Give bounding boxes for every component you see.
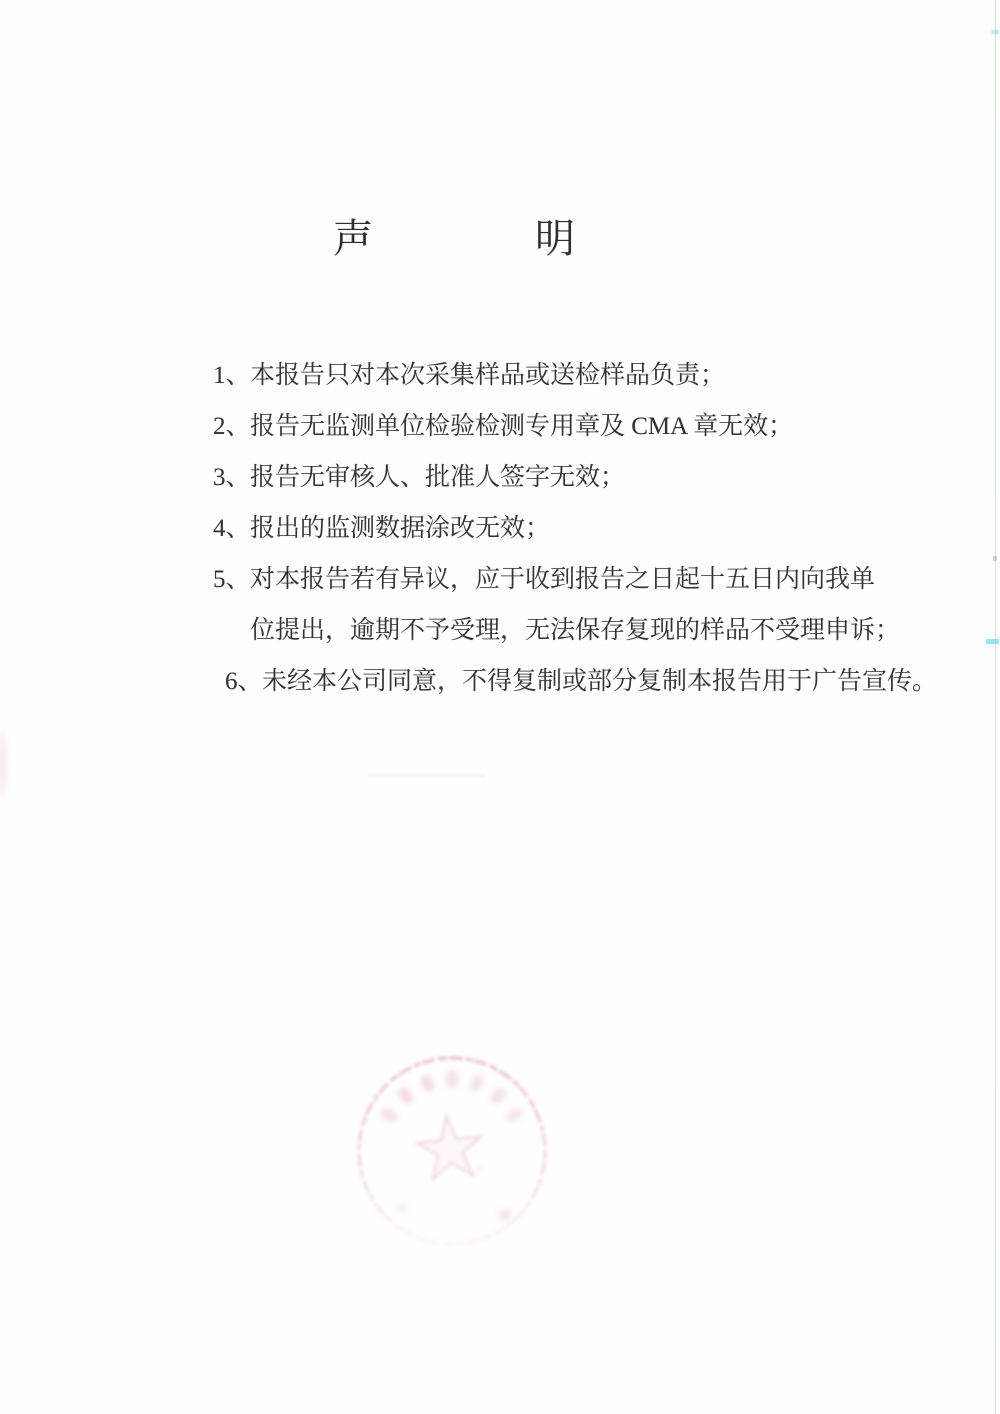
pink-scan-mark [993, 556, 997, 561]
item-number: 5、 [213, 566, 251, 593]
item-number: 2、 [213, 413, 251, 440]
item-number: 6、 [225, 668, 263, 695]
title-char-2: 明 [535, 216, 575, 261]
list-item [213, 503, 933, 554]
item-text: 报出的监测数据涂改无效； [250, 515, 551, 542]
list-item [213, 452, 933, 503]
title-char-1: 声 [333, 216, 373, 261]
page-title [333, 216, 575, 261]
scan-edge-line [995, 0, 996, 1414]
cyan-scan-mark [986, 639, 999, 644]
declaration-list [213, 350, 938, 707]
item-text: 报告无监测单位检验检测专用章及 CMA 章无效； [250, 413, 794, 440]
item-text: 位提出，逾期不予受理，无法保存复现的样品不受理申诉； [250, 617, 901, 644]
list-item [213, 350, 933, 401]
item-number: 1、 [213, 362, 251, 389]
list-item [225, 656, 938, 707]
cyan-scan-mark-small [991, 30, 999, 34]
company-seal-stamp-icon [340, 1040, 570, 1270]
item-text: 未经本公司同意，不得复制或部分复制本报告用于广告宣传。 [262, 668, 938, 695]
left-edge-ink-smudge [0, 733, 8, 795]
item-number: 4、 [213, 515, 251, 542]
item-text: 报告无审核人、批准人签字无效； [250, 464, 626, 491]
item-number-spacer [213, 605, 250, 656]
faint-gray-streak [368, 774, 486, 777]
list-item [213, 554, 933, 605]
list-item [213, 401, 933, 452]
item-text: 本报告只对本次采集样品或送检样品负责； [250, 362, 726, 389]
item-text: 对本报告若有异议，应于收到报告之日起十五日内向我单 [250, 566, 876, 593]
item-number: 3、 [213, 464, 251, 491]
list-item-continuation [213, 605, 933, 656]
